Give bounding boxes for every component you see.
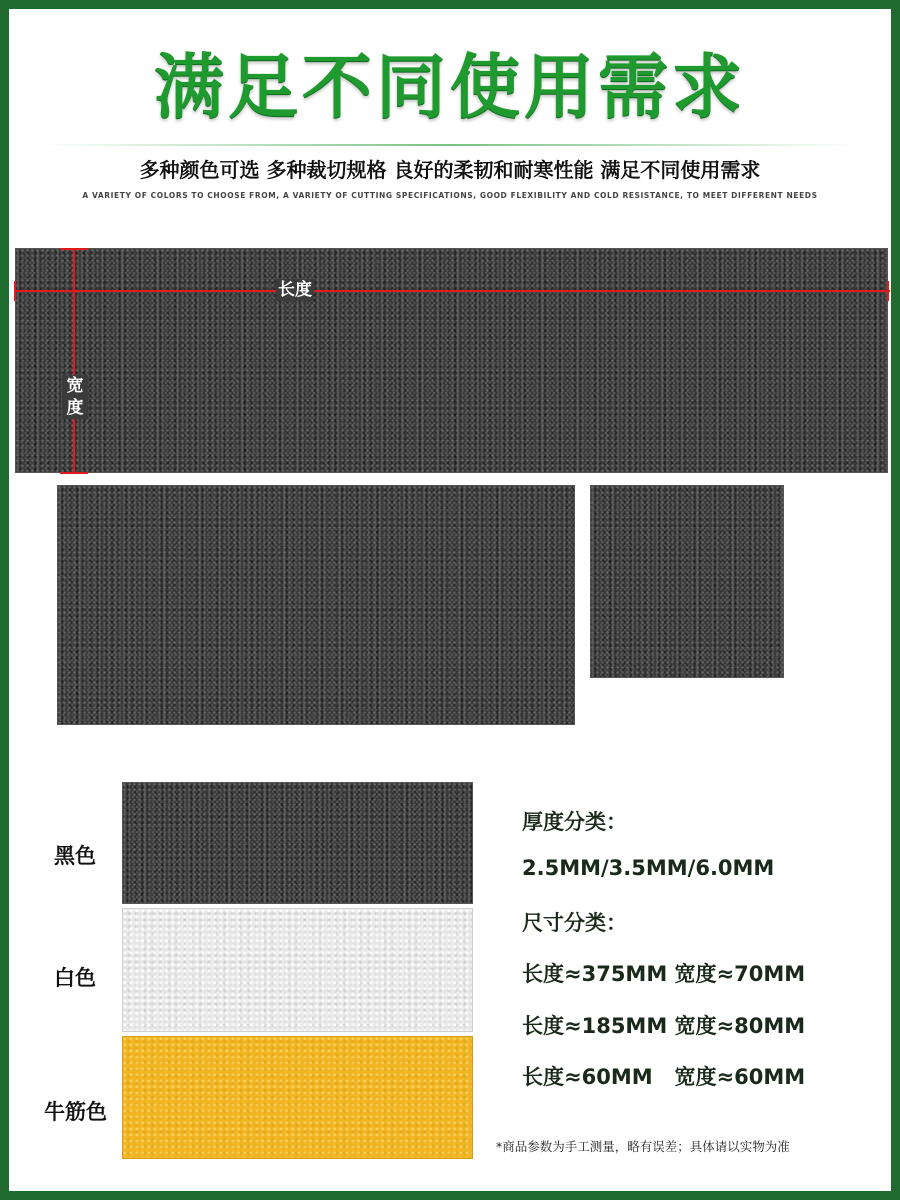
subtitle-english: A VARIETY OF COLORS TO CHOOSE FROM, A VARIETY OF CUTTING SPECIFICATIONS, GOOD FLEXIBILITY AND COLD RESISTANCE, TO MEET DIFFERENT NEEDS — [82, 191, 818, 200]
length-dimension-tick-left — [14, 281, 16, 301]
size-spec-2: 长度≈185MM 宽度≈80MM — [522, 1014, 806, 1038]
thickness-heading: 厚度分类： — [522, 810, 627, 834]
color-label-beef-tendon: 牛筋色 — [44, 1100, 107, 1124]
color-swatch-beef-tendon — [122, 1036, 473, 1159]
color-swatch-black — [122, 782, 473, 904]
width-dimension-tick-top — [60, 248, 88, 250]
size-spec-3: 长度≈60MM 宽度≈60MM — [522, 1065, 806, 1089]
length-label: 长度 — [278, 280, 312, 300]
size-heading: 尺寸分类： — [522, 911, 627, 935]
subtitle-chinese: 多种颜色可选 多种裁切规格 良好的柔韧和耐寒性能 满足不同使用需求 — [139, 158, 761, 182]
title-divider — [40, 144, 860, 146]
length-dimension-tick-right — [887, 281, 889, 301]
length-dimension-line — [15, 290, 890, 292]
width-dimension-tick-bottom — [60, 472, 88, 474]
color-label-white: 白色 — [54, 966, 96, 990]
measurement-note: *商品参数为手工测量，略有误差；具体请以实物为准 — [496, 1139, 790, 1154]
color-swatch-white — [122, 908, 473, 1032]
product-strip-long — [15, 248, 888, 473]
page-title: 满足不同使用需求 — [154, 46, 746, 128]
product-piece-small — [590, 485, 784, 678]
width-dimension-line — [73, 248, 75, 473]
thickness-values: 2.5MM/3.5MM/6.0MM — [522, 856, 775, 880]
color-label-black: 黑色 — [54, 844, 96, 868]
width-label: 宽度 — [62, 375, 88, 419]
product-piece-medium — [57, 485, 575, 725]
size-spec-1: 长度≈375MM 宽度≈70MM — [522, 962, 806, 986]
